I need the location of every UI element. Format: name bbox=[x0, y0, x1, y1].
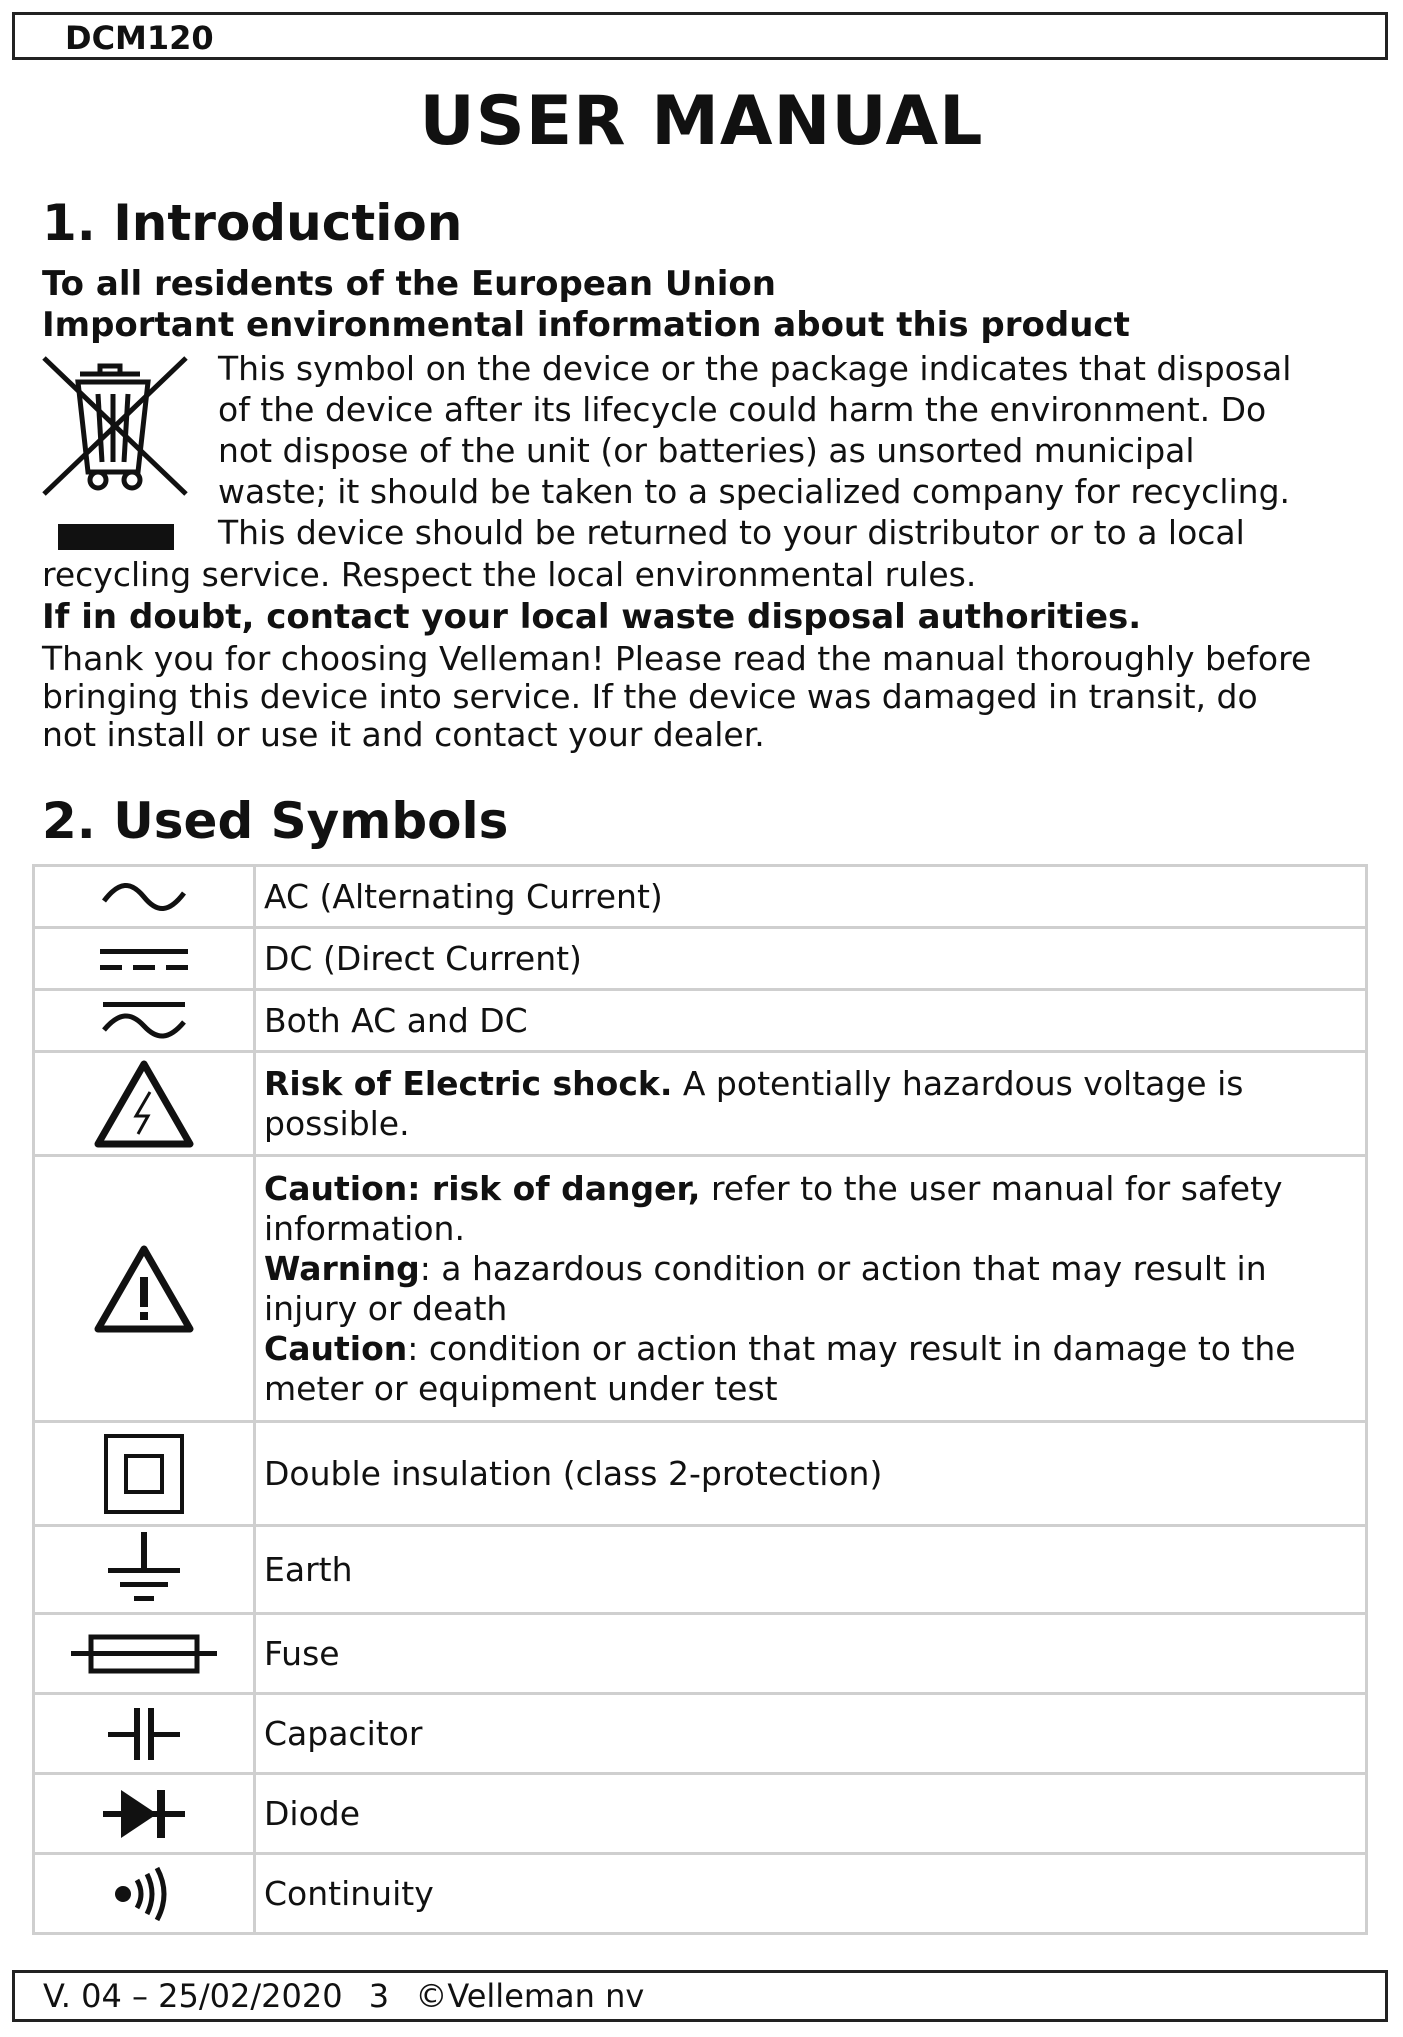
env-line: Important environmental information about this product bbox=[42, 305, 1130, 345]
capacitor-icon bbox=[34, 1694, 255, 1774]
desc-text: refer to the user manual for safety information. bbox=[264, 1168, 1283, 1248]
diode-icon bbox=[34, 1774, 255, 1854]
footer-text bbox=[43, 1977, 660, 2015]
caution-line bbox=[264, 1169, 1357, 1249]
desc-bold: Caution: risk of danger, bbox=[264, 1168, 701, 1208]
symbol-desc bbox=[255, 1052, 1367, 1156]
electric-shock-icon bbox=[34, 1052, 255, 1156]
dc-icon bbox=[34, 928, 255, 990]
weee-line-2: of the device after its lifecycle could harm the environment. Do bbox=[218, 390, 1267, 429]
table-row bbox=[34, 1774, 1367, 1854]
double-insulation-icon bbox=[34, 1422, 255, 1526]
table-row bbox=[34, 1694, 1367, 1774]
symbol-desc: Capacitor bbox=[255, 1694, 1367, 1774]
intro-heading: 1. Introduction bbox=[42, 194, 463, 252]
doubt-line: If in doubt, contact your local waste disposal authorities. bbox=[42, 597, 1142, 637]
weee-line-1: This symbol on the device or the package indicates that disposal bbox=[218, 349, 1292, 388]
symbol-desc: DC (Direct Current) bbox=[255, 928, 1367, 990]
table-row bbox=[34, 1422, 1367, 1526]
fuse-icon bbox=[34, 1614, 255, 1694]
symbol-desc: Continuity bbox=[255, 1854, 1367, 1934]
thanks-line-2: bringing this device into service. If the device was damaged in transit, do bbox=[42, 677, 1258, 716]
ac-icon bbox=[34, 866, 255, 928]
caution-icon bbox=[34, 1156, 255, 1422]
thanks-paragraph bbox=[42, 640, 1311, 754]
earth-icon bbox=[34, 1526, 255, 1614]
desc-text: : condition or action that may result in damage to the meter or equipment under test bbox=[264, 1328, 1296, 1408]
desc-bold: Risk of Electric shock. bbox=[264, 1063, 673, 1103]
symbols-heading: 2. Used Symbols bbox=[42, 792, 509, 850]
symbols-table bbox=[32, 864, 1368, 1935]
symbol-desc: Double insulation (class 2-protection) bbox=[255, 1422, 1367, 1526]
desc-text: A potentially hazardous voltage is possible. bbox=[264, 1063, 1244, 1143]
footer-version: V. 04 – 25/02/2020 bbox=[43, 1977, 343, 2015]
weee-line-4: waste; it should be taken to a specialized company for recycling. bbox=[218, 472, 1291, 511]
table-row bbox=[34, 1156, 1367, 1422]
footer-copyright: ©Velleman nv bbox=[415, 1977, 645, 2015]
table-row bbox=[34, 990, 1367, 1052]
thanks-line-1: Thank you for choosing Velleman! Please read the manual thoroughly before bbox=[42, 639, 1312, 678]
footer-page-number: 3 bbox=[368, 1977, 390, 2015]
symbol-desc bbox=[255, 1156, 1367, 1422]
symbol-desc: Diode bbox=[255, 1774, 1367, 1854]
desc-bold: Caution bbox=[264, 1328, 408, 1368]
eu-line: To all residents of the European Union bbox=[42, 264, 776, 304]
model-code: DCM120 bbox=[65, 19, 214, 57]
table-row bbox=[34, 1854, 1367, 1934]
warning-line bbox=[264, 1249, 1357, 1329]
weee-line-5: This device should be returned to your distributor or to a local bbox=[218, 513, 1245, 552]
table-row bbox=[34, 928, 1367, 990]
symbol-desc: Fuse bbox=[255, 1614, 1367, 1694]
header-box bbox=[12, 12, 1388, 60]
table-row bbox=[34, 1526, 1367, 1614]
table-row bbox=[34, 866, 1367, 928]
weee-last-line: recycling service. Respect the local environmental rules. bbox=[42, 555, 977, 594]
symbol-desc: AC (Alternating Current) bbox=[255, 866, 1367, 928]
symbol-desc: Earth bbox=[255, 1526, 1367, 1614]
table-row bbox=[34, 1052, 1367, 1156]
crossed-out-wheelie-bin-icon bbox=[40, 352, 192, 562]
symbol-desc: Both AC and DC bbox=[255, 990, 1367, 1052]
weee-paragraph bbox=[218, 348, 1291, 553]
thanks-line-3: not install or use it and contact your dealer. bbox=[42, 715, 765, 754]
table-row bbox=[34, 1614, 1367, 1694]
desc-text: : a hazardous condition or action that may result in injury or death bbox=[264, 1248, 1267, 1328]
caution-line-2 bbox=[264, 1329, 1357, 1409]
ac-dc-icon bbox=[34, 990, 255, 1052]
desc-bold: Warning bbox=[264, 1248, 420, 1288]
page-title: USER MANUAL bbox=[419, 82, 984, 161]
footer-box bbox=[12, 1970, 1388, 2022]
continuity-icon bbox=[34, 1854, 255, 1934]
weee-line-3: not dispose of the unit (or batteries) as unsorted municipal bbox=[218, 431, 1195, 470]
